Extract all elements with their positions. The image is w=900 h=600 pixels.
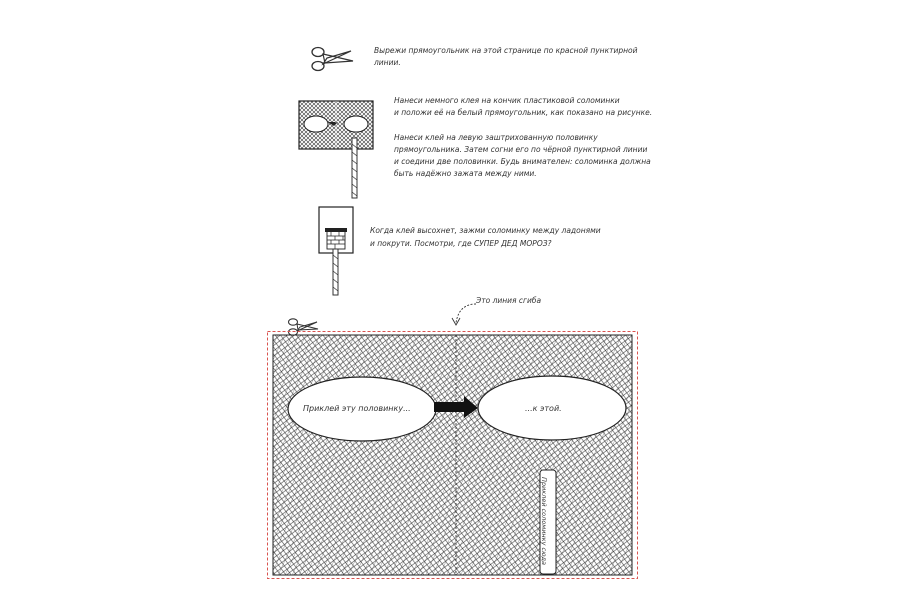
cutout-left-label: Приклей эту половинку...	[303, 404, 411, 413]
straw-slot-label: Приклей соломинку сюда	[540, 477, 548, 566]
step2-illustration	[298, 100, 374, 200]
step1-line2: линии.	[374, 58, 401, 67]
cutout-panel	[266, 330, 639, 580]
cutout-right-label: ...к этой.	[525, 404, 562, 413]
step2-p1-line2: и положи её на белый прямоугольник, как показано на рисунке.	[394, 108, 653, 117]
step1-line1: Вырежи прямоугольник на этой странице по красной пунктирной	[374, 46, 638, 55]
scissors-icon	[307, 43, 355, 73]
fold-arrow-icon	[448, 301, 478, 329]
step2-p2-line3: и соедини две половинки. Будь внимателен: соломинка должна	[394, 157, 651, 166]
step3-illustration	[316, 205, 356, 297]
step3-line2: и покрути. Посмотри, где СУПЕР ДЕД МОРОЗ?	[370, 239, 552, 248]
step3-line1: Когда клей высохнет, зажми соломинку между ладонями	[370, 226, 601, 235]
step2-p2-line2: прямоугольника. Затем согни его по чёрной пунктирной линии	[394, 145, 648, 154]
step2-p2-line1: Нанеси клей на левую заштрихованную половинку	[394, 133, 598, 142]
step2-p2-line4: быть надёжно зажата между ними.	[394, 169, 537, 178]
fold-line-label: Это линия сгиба	[476, 296, 542, 305]
step2-p1-line1: Нанеси немного клея на кончик пластиковой соломинки	[394, 96, 620, 105]
